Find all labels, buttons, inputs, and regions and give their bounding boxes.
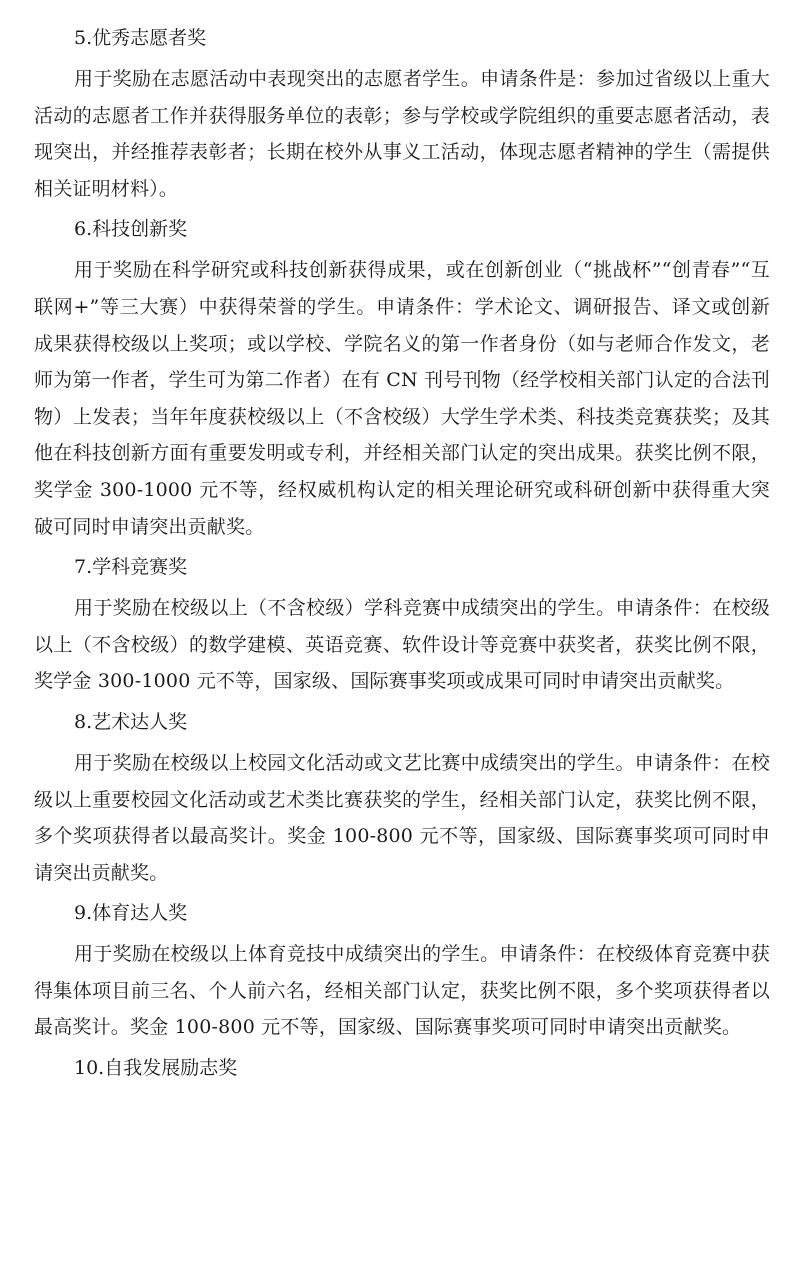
section-academic-competition [34,549,770,700]
section-outstanding-volunteer [34,20,770,207]
section-body: 用于奖励在校级以上（不含校级）学科竞赛中成绩突出的学生。申请条件：在校级以上（不含校级）的数学建模、英语竞赛、软件设计等竞赛中获奖者，获奖比例不限，奖学金 300-1000 元不等，国家级、国际赛事奖项或成果可同时申请突出贡献奖。 [34,597,770,693]
section-heading: 9.体育达人奖 [74,902,188,925]
section-heading: 10.自我发展励志奖 [74,1057,238,1080]
section-body: 用于奖励在校级以上体育竞技中成绩突出的学生。申请条件：在校级体育竞赛中获得集体项目前三名、个人前六名，经相关部门认定，获奖比例不限，多个奖项获得者以最高奖计。奖金 100-800 元不等，国家级、国际赛事奖项可同时申请突出贡献奖。 [34,943,770,1039]
section-heading: 7.学科竞赛奖 [74,556,188,579]
section-heading: 6.科技创新奖 [74,218,188,241]
section-body: 用于奖励在志愿活动中表现突出的志愿者学生。申请条件是：参加过省级以上重大活动的志愿者工作并获得服务单位的表彰；参与学校或学院组织的重要志愿者活动，表现突出，并经推荐表彰者；长期在校外从事义工活动，体现志愿者精神的学生（需提供相关证明材料）。 [34,68,770,200]
section-self-development [34,1050,770,1086]
section-heading: 5.优秀志愿者奖 [74,27,207,49]
section-tech-innovation [34,211,770,545]
section-body: 用于奖励在校级以上校园文化活动或文艺比赛中成绩突出的学生。申请条件：在校级以上重要校园文化活动或艺术类比赛获奖的学生，经相关部门认定，获奖比例不限，多个奖项获得者以最高奖计。奖金 100-800 元不等，国家级、国际赛事奖项可同时申请突出贡献奖。 [34,751,770,884]
section-sports-talent [34,895,770,1046]
section-heading: 8.艺术达人奖 [74,710,188,733]
section-body: 用于奖励在科学研究或科技创新获得成果，或在创新创业（“挑战杯”“创青春”“互联网+”等三大赛）中获得荣誉的学生。申请条件：学术论文、调研报告、译文或创新成果获得校级以上奖项；或以学校、学院名义的第一作者身份（如与老师合作发文，老师为第一作者，学生可为第二作者）在有 CN 刊号刊物（经学校相关部门认定的合法刊物）上发表；当年年度获校级以上（不含校级）大学生学术类、科技类竞赛获奖；及其他在科技创新方面有重要发明或专利，并经相关部门认定的突出成果。获奖比例不限，奖学金 300-1000 元不等，经权威机构认定的相关理论研究或科研创新中获得重大突破可同时申请突出贡献奖。 [34,259,770,538]
document-page [34,20,770,1091]
section-art-talent [34,704,770,891]
